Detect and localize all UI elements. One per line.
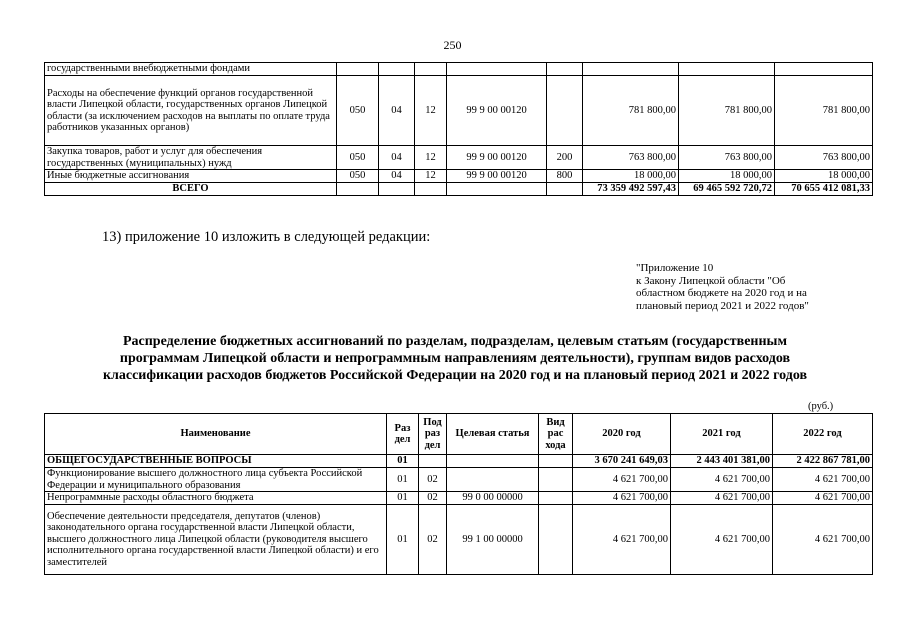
cell-podrazdel: 12	[415, 146, 447, 170]
header-name: Наименование	[45, 414, 387, 455]
cell-razdel: 01	[387, 492, 419, 505]
budget-allocation-table	[44, 413, 873, 575]
cell-vr	[539, 505, 573, 575]
cell-razdel: 01	[387, 505, 419, 575]
row-name: Расходы на обеспечение функций органов государственной власти Липецкой области, государственных органов Липецкой области (за исключением расходов на выплаты по оплате труда работников указанных органов)	[45, 76, 337, 146]
cell-target: 99 1 00 00000	[447, 505, 539, 575]
unit-label: (руб.)	[808, 401, 834, 412]
cell-podrazdel: 02	[419, 492, 447, 505]
row-name: ОБЩЕГОСУДАРСТВЕННЫЕ ВОПРОСЫ	[45, 455, 387, 468]
cell-2020: 4 621 700,00	[573, 468, 671, 492]
cell-podrazdel: 12	[415, 76, 447, 146]
document-title	[40, 333, 870, 384]
cell-target: 99 0 00 00000	[447, 492, 539, 505]
appendix-note-line: плановый период 2021 и 2022 годов"	[636, 299, 809, 312]
table-row	[45, 505, 873, 575]
cell-vr: 800	[547, 170, 583, 183]
cell-razdel: 04	[379, 146, 415, 170]
title-line: классификации расходов бюджетов Российской Федерации на 2020 год и на плановый период 2021 и 2022 годов	[102, 368, 808, 383]
header-2020: 2020 год	[573, 414, 671, 455]
cell-podrazdel: 02	[419, 505, 447, 575]
cell-razdel: 04	[379, 76, 415, 146]
cell-podrazdel: 12	[415, 170, 447, 183]
table-row	[45, 170, 873, 183]
cell-target	[447, 468, 539, 492]
header-razdel: Раз дел	[387, 414, 419, 455]
cell-vr	[539, 492, 573, 505]
cell-2021: 781 800,00	[679, 76, 775, 146]
row-name: Иные бюджетные ассигнования	[45, 170, 337, 183]
cell-target: 99 9 00 00120	[447, 76, 547, 146]
cell-2020: 4 621 700,00	[573, 492, 671, 505]
cell-grbs: 050	[337, 146, 379, 170]
cell-grbs: 050	[337, 76, 379, 146]
table-row	[45, 76, 873, 146]
table-row-total	[45, 183, 873, 196]
table-row	[45, 63, 873, 76]
cell-target: 99 9 00 00120	[447, 146, 547, 170]
cell-grbs: 050	[337, 170, 379, 183]
cell-podrazdel: 02	[419, 468, 447, 492]
cell-2021: 763 800,00	[679, 146, 775, 170]
continued-budget-table	[44, 62, 873, 196]
cell-2021: 69 465 592 720,72	[679, 183, 775, 196]
cell-2020: 18 000,00	[583, 170, 679, 183]
cell-2021: 18 000,00	[679, 170, 775, 183]
cell-2022: 2 422 867 781,00	[773, 455, 873, 468]
cell-2022: 70 655 412 081,33	[775, 183, 873, 196]
table-header	[45, 414, 873, 455]
cell-2020: 3 670 241 649,03	[573, 455, 671, 468]
cell-2022: 4 621 700,00	[773, 468, 873, 492]
amendment-paragraph: 13) приложение 10 изложить в следующей редакции:	[102, 229, 431, 245]
header-podrazdel: Под раз дел	[419, 414, 447, 455]
row-name: Закупка товаров, работ и услуг для обеспечения государственных (муниципальных) нужд	[45, 146, 337, 170]
cell-razdel: 01	[387, 455, 419, 468]
cell-2022: 781 800,00	[775, 76, 873, 146]
cell-target	[447, 455, 539, 468]
cell-2020: 763 800,00	[583, 146, 679, 170]
row-name: Функционирование высшего должностного лица субъекта Российской Федерации и муниципального образования	[45, 468, 387, 492]
table-row	[45, 468, 873, 492]
cell-2020: 73 359 492 597,43	[583, 183, 679, 196]
appendix-note-line: "Приложение 10	[636, 262, 714, 274]
cell-2021: 2 443 401 381,00	[671, 455, 773, 468]
table-row	[45, 492, 873, 505]
title-line: Распределение бюджетных ассигнований по разделам, подразделам, целевым статьям (государственным	[122, 334, 788, 349]
cell-target: 99 9 00 00120	[447, 170, 547, 183]
header-vr: Вид рас хода	[539, 414, 573, 455]
cell-2020: 4 621 700,00	[573, 505, 671, 575]
table-row	[45, 146, 873, 170]
table-row	[45, 455, 873, 468]
cell-vr	[547, 76, 583, 146]
cell-2022: 4 621 700,00	[773, 492, 873, 505]
cell-razdel: 01	[387, 468, 419, 492]
cell-2022: 4 621 700,00	[773, 505, 873, 575]
header-2022: 2022 год	[773, 414, 873, 455]
row-name: ВСЕГО	[45, 183, 337, 196]
cell-vr	[539, 455, 573, 468]
title-line: программам Липецкой области и непрограммным направлениям деятельности), группам видов расходов	[119, 351, 791, 366]
row-name: государственными внебюджетными фондами	[45, 63, 337, 76]
header-2021: 2021 год	[671, 414, 773, 455]
cell-razdel: 04	[379, 170, 415, 183]
cell-2022: 763 800,00	[775, 146, 873, 170]
page-number: 250	[443, 38, 462, 52]
appendix-note	[636, 262, 856, 312]
row-name: Непрограммные расходы областного бюджета	[45, 492, 387, 505]
cell-2021: 4 621 700,00	[671, 492, 773, 505]
appendix-note-line: областном бюджете на 2020 год и на	[636, 287, 807, 299]
cell-2021: 4 621 700,00	[671, 468, 773, 492]
appendix-note-line: к Закону Липецкой области "Об	[636, 274, 786, 287]
cell-podrazdel	[419, 455, 447, 468]
header-target: Целевая статья	[447, 414, 539, 455]
cell-2022: 18 000,00	[775, 170, 873, 183]
row-name: Обеспечение деятельности председателя, депутатов (членов) законодательного органа государственной власти Липецкой области, высшего должностного лица Липецкой области (руководителя высшего исполнительного органа государственной власти Липецкой области) и его заместителей	[45, 505, 387, 575]
cell-2020: 781 800,00	[583, 76, 679, 146]
cell-vr	[539, 468, 573, 492]
cell-2021: 4 621 700,00	[671, 505, 773, 575]
cell-vr: 200	[547, 146, 583, 170]
